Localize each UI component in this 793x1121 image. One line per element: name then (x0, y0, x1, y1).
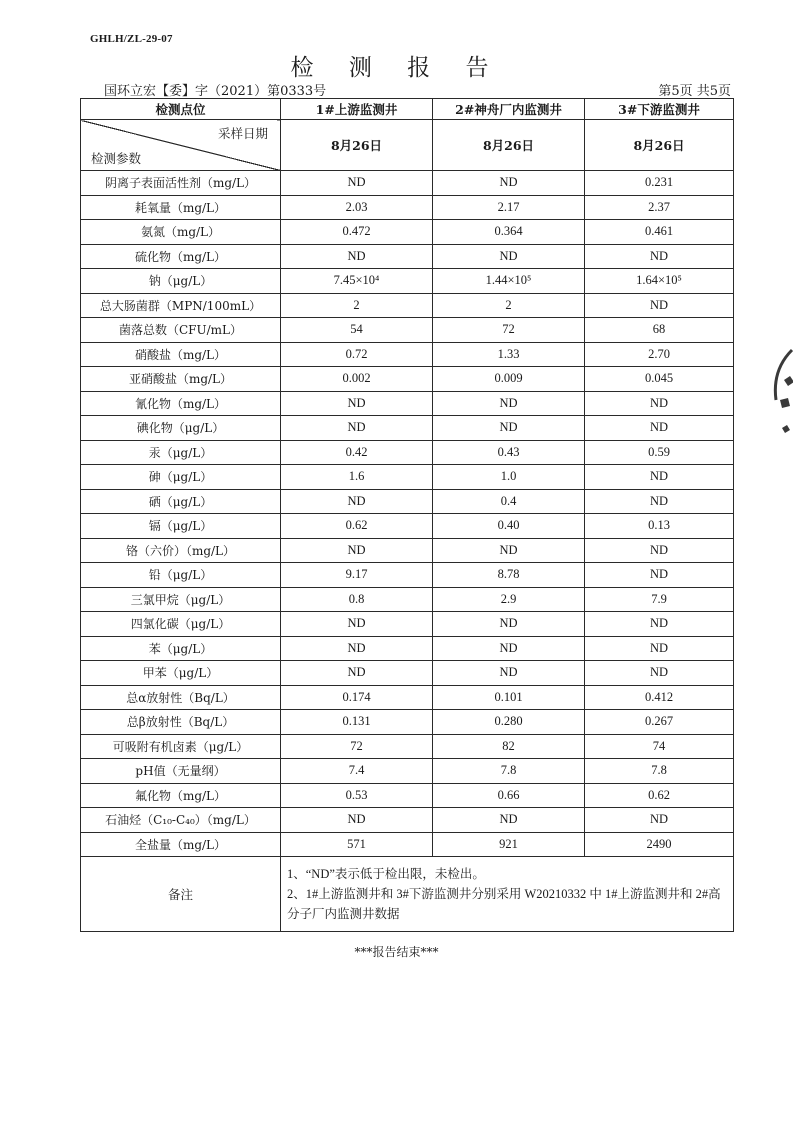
table-row (81, 416, 734, 441)
value-cell-2: ND (433, 612, 585, 637)
value-cell-1: ND (281, 489, 433, 514)
parameter-cell: 铬（六价）（mg/L） (81, 538, 281, 563)
column-header-1: 1#上游监测井 (281, 99, 433, 120)
value-cell-1: 7.45×10⁴ (281, 269, 433, 294)
parameter-cell: 钠（μg/L） (81, 269, 281, 294)
parameter-cell: 硒（μg/L） (81, 489, 281, 514)
parameter-cell: 全盐量（mg/L） (81, 832, 281, 857)
value-cell-3: 2.70 (585, 342, 734, 367)
value-cell-2: 2.9 (433, 587, 585, 612)
seal-stamp-fragment (762, 340, 793, 460)
value-cell-2: 0.40 (433, 514, 585, 539)
value-cell-3: 74 (585, 734, 734, 759)
value-cell-1: 1.6 (281, 465, 433, 490)
value-cell-2: 0.009 (433, 367, 585, 392)
value-cell-3: ND (585, 391, 734, 416)
value-cell-1: 0.42 (281, 440, 433, 465)
table-row (81, 195, 734, 220)
value-cell-1: 0.62 (281, 514, 433, 539)
value-cell-2: ND (433, 636, 585, 661)
value-cell-1: 7.4 (281, 759, 433, 784)
parameter-cell: 四氯化碳（μg/L） (81, 612, 281, 637)
table-row (81, 808, 734, 833)
table-row (81, 514, 734, 539)
diagonal-header-cell (81, 120, 281, 171)
sample-date-3: 8月26日 (585, 120, 734, 171)
value-cell-2: 7.8 (433, 759, 585, 784)
document-code: GHLH/ZL-29-07 (90, 33, 173, 45)
page-title: 检 测 报 告 (290, 55, 503, 81)
remarks-text (281, 857, 734, 932)
date-label: 采样日期 (217, 126, 268, 141)
parameter-cell: 阴离子表面活性剂（mg/L） (81, 171, 281, 196)
sample-date-2: 8月26日 (433, 120, 585, 171)
parameter-cell: 总α放射性（Bq/L） (81, 685, 281, 710)
table-row (81, 563, 734, 588)
value-cell-2: 72 (433, 318, 585, 343)
value-cell-3: ND (585, 563, 734, 588)
value-cell-3: 7.9 (585, 587, 734, 612)
value-cell-3: 0.461 (585, 220, 734, 245)
value-cell-3: ND (585, 416, 734, 441)
parameter-cell: 耗氧量（mg/L） (81, 195, 281, 220)
value-cell-1: ND (281, 391, 433, 416)
value-cell-3: 0.231 (585, 171, 734, 196)
parameter-cell: 可吸附有机卤素（μg/L） (81, 734, 281, 759)
value-cell-3: ND (585, 661, 734, 686)
parameter-cell: 氟化物（mg/L） (81, 783, 281, 808)
value-cell-2: ND (433, 171, 585, 196)
header-row-points (81, 99, 734, 120)
value-cell-2: 2 (433, 293, 585, 318)
table-row (81, 391, 734, 416)
value-cell-3: 0.13 (585, 514, 734, 539)
report-end-marker: ***报告结束*** (354, 945, 439, 959)
remark-line-2: 2、1#上游监测井和 3#下游监测井分别采用 W20210332 中 1#上游监测井和 2#高分子厂内监测井数据 (287, 887, 721, 921)
parameter-cell: 菌落总数（CFU/mL） (81, 318, 281, 343)
table-row (81, 759, 734, 784)
table-row (81, 171, 734, 196)
parameter-cell: 石油烃（C₁₀-C₄₀）（mg/L） (81, 808, 281, 833)
parameter-cell: 苯（μg/L） (81, 636, 281, 661)
parameter-cell: pH值（无量纲） (81, 759, 281, 784)
header-row-dates (81, 120, 734, 171)
value-cell-3: 0.59 (585, 440, 734, 465)
column-header-2: 2#神舟厂内监测井 (433, 99, 585, 120)
value-cell-3: 0.267 (585, 710, 734, 735)
value-cell-2: 0.280 (433, 710, 585, 735)
value-cell-3: ND (585, 489, 734, 514)
value-cell-1: 0.002 (281, 367, 433, 392)
table-row (81, 685, 734, 710)
table-row (81, 734, 734, 759)
table-row (81, 465, 734, 490)
value-cell-3: 1.64×10⁵ (585, 269, 734, 294)
parameter-cell: 碘化物（μg/L） (81, 416, 281, 441)
value-cell-2: 2.17 (433, 195, 585, 220)
value-cell-3: ND (585, 293, 734, 318)
parameter-cell: 铅（μg/L） (81, 563, 281, 588)
value-cell-2: ND (433, 808, 585, 833)
table-row (81, 367, 734, 392)
value-cell-3: ND (585, 808, 734, 833)
param-label: 检测参数 (91, 151, 142, 166)
value-cell-2: 0.4 (433, 489, 585, 514)
report-number: 国环立宏【委】字（2021）第0333号 (104, 84, 327, 99)
value-cell-1: 2.03 (281, 195, 433, 220)
value-cell-2: ND (433, 538, 585, 563)
table-row (81, 244, 734, 269)
results-table (80, 98, 734, 932)
parameter-cell: 氨氮（mg/L） (81, 220, 281, 245)
parameter-cell: 硝酸盐（mg/L） (81, 342, 281, 367)
value-cell-1: ND (281, 808, 433, 833)
value-cell-3: ND (585, 244, 734, 269)
value-cell-1: 0.53 (281, 783, 433, 808)
value-cell-2: 8.78 (433, 563, 585, 588)
value-cell-1: ND (281, 244, 433, 269)
table-row (81, 318, 734, 343)
value-cell-1: 0.174 (281, 685, 433, 710)
value-cell-2: ND (433, 416, 585, 441)
sample-date-1: 8月26日 (281, 120, 433, 171)
value-cell-1: ND (281, 538, 433, 563)
value-cell-1: 0.8 (281, 587, 433, 612)
table-row (81, 587, 734, 612)
value-cell-1: 2 (281, 293, 433, 318)
value-cell-1: 72 (281, 734, 433, 759)
value-cell-2: 1.33 (433, 342, 585, 367)
value-cell-3: ND (585, 465, 734, 490)
value-cell-1: ND (281, 636, 433, 661)
table-row (81, 269, 734, 294)
value-cell-2: 921 (433, 832, 585, 857)
table-row (81, 661, 734, 686)
value-cell-3: 7.8 (585, 759, 734, 784)
parameter-cell: 硫化物（mg/L） (81, 244, 281, 269)
parameter-cell: 氰化物（mg/L） (81, 391, 281, 416)
value-cell-1: ND (281, 661, 433, 686)
value-cell-2: 0.101 (433, 685, 585, 710)
value-cell-1: 9.17 (281, 563, 433, 588)
value-cell-2: ND (433, 391, 585, 416)
table-row (81, 220, 734, 245)
value-cell-2: 0.66 (433, 783, 585, 808)
value-cell-2: 0.364 (433, 220, 585, 245)
value-cell-1: 571 (281, 832, 433, 857)
value-cell-1: 0.72 (281, 342, 433, 367)
value-cell-3: ND (585, 636, 734, 661)
parameter-cell: 镉（μg/L） (81, 514, 281, 539)
value-cell-1: 0.472 (281, 220, 433, 245)
parameter-cell: 砷（μg/L） (81, 465, 281, 490)
value-cell-2: ND (433, 244, 585, 269)
table-row (81, 710, 734, 735)
value-cell-3: 2490 (585, 832, 734, 857)
value-cell-2: 1.44×10⁵ (433, 269, 585, 294)
value-cell-1: 54 (281, 318, 433, 343)
value-cell-2: 1.0 (433, 465, 585, 490)
value-cell-2: 0.43 (433, 440, 585, 465)
value-cell-3: 68 (585, 318, 734, 343)
table-row (81, 783, 734, 808)
value-cell-3: 2.37 (585, 195, 734, 220)
table-row (81, 489, 734, 514)
page-indicator: 第5页 共5页 (658, 84, 731, 99)
parameter-cell: 三氯甲烷（μg/L） (81, 587, 281, 612)
table-row (81, 636, 734, 661)
value-cell-1: ND (281, 416, 433, 441)
table-row (81, 538, 734, 563)
value-cell-2: ND (433, 661, 585, 686)
table-row (81, 612, 734, 637)
table-row (81, 832, 734, 857)
parameter-cell: 总β放射性（Bq/L） (81, 710, 281, 735)
table-row (81, 342, 734, 367)
value-cell-3: ND (585, 538, 734, 563)
value-cell-1: 0.131 (281, 710, 433, 735)
column-header-3: 3#下游监测井 (585, 99, 734, 120)
point-label: 检测点位 (81, 99, 281, 120)
parameter-cell: 亚硝酸盐（mg/L） (81, 367, 281, 392)
parameter-cell: 总大肠菌群（MPN/100mL） (81, 293, 281, 318)
parameter-cell: 甲苯（μg/L） (81, 661, 281, 686)
value-cell-3: 0.412 (585, 685, 734, 710)
value-cell-1: ND (281, 612, 433, 637)
table-row (81, 293, 734, 318)
remarks-label: 备注 (81, 857, 281, 932)
value-cell-2: 82 (433, 734, 585, 759)
remarks-row (81, 857, 734, 932)
table-row (81, 440, 734, 465)
parameter-cell: 汞（μg/L） (81, 440, 281, 465)
value-cell-1: ND (281, 171, 433, 196)
value-cell-3: 0.62 (585, 783, 734, 808)
value-cell-3: ND (585, 612, 734, 637)
value-cell-3: 0.045 (585, 367, 734, 392)
remark-line-1: 1、“ND”表示低于检出限，未检出。 (287, 867, 485, 881)
